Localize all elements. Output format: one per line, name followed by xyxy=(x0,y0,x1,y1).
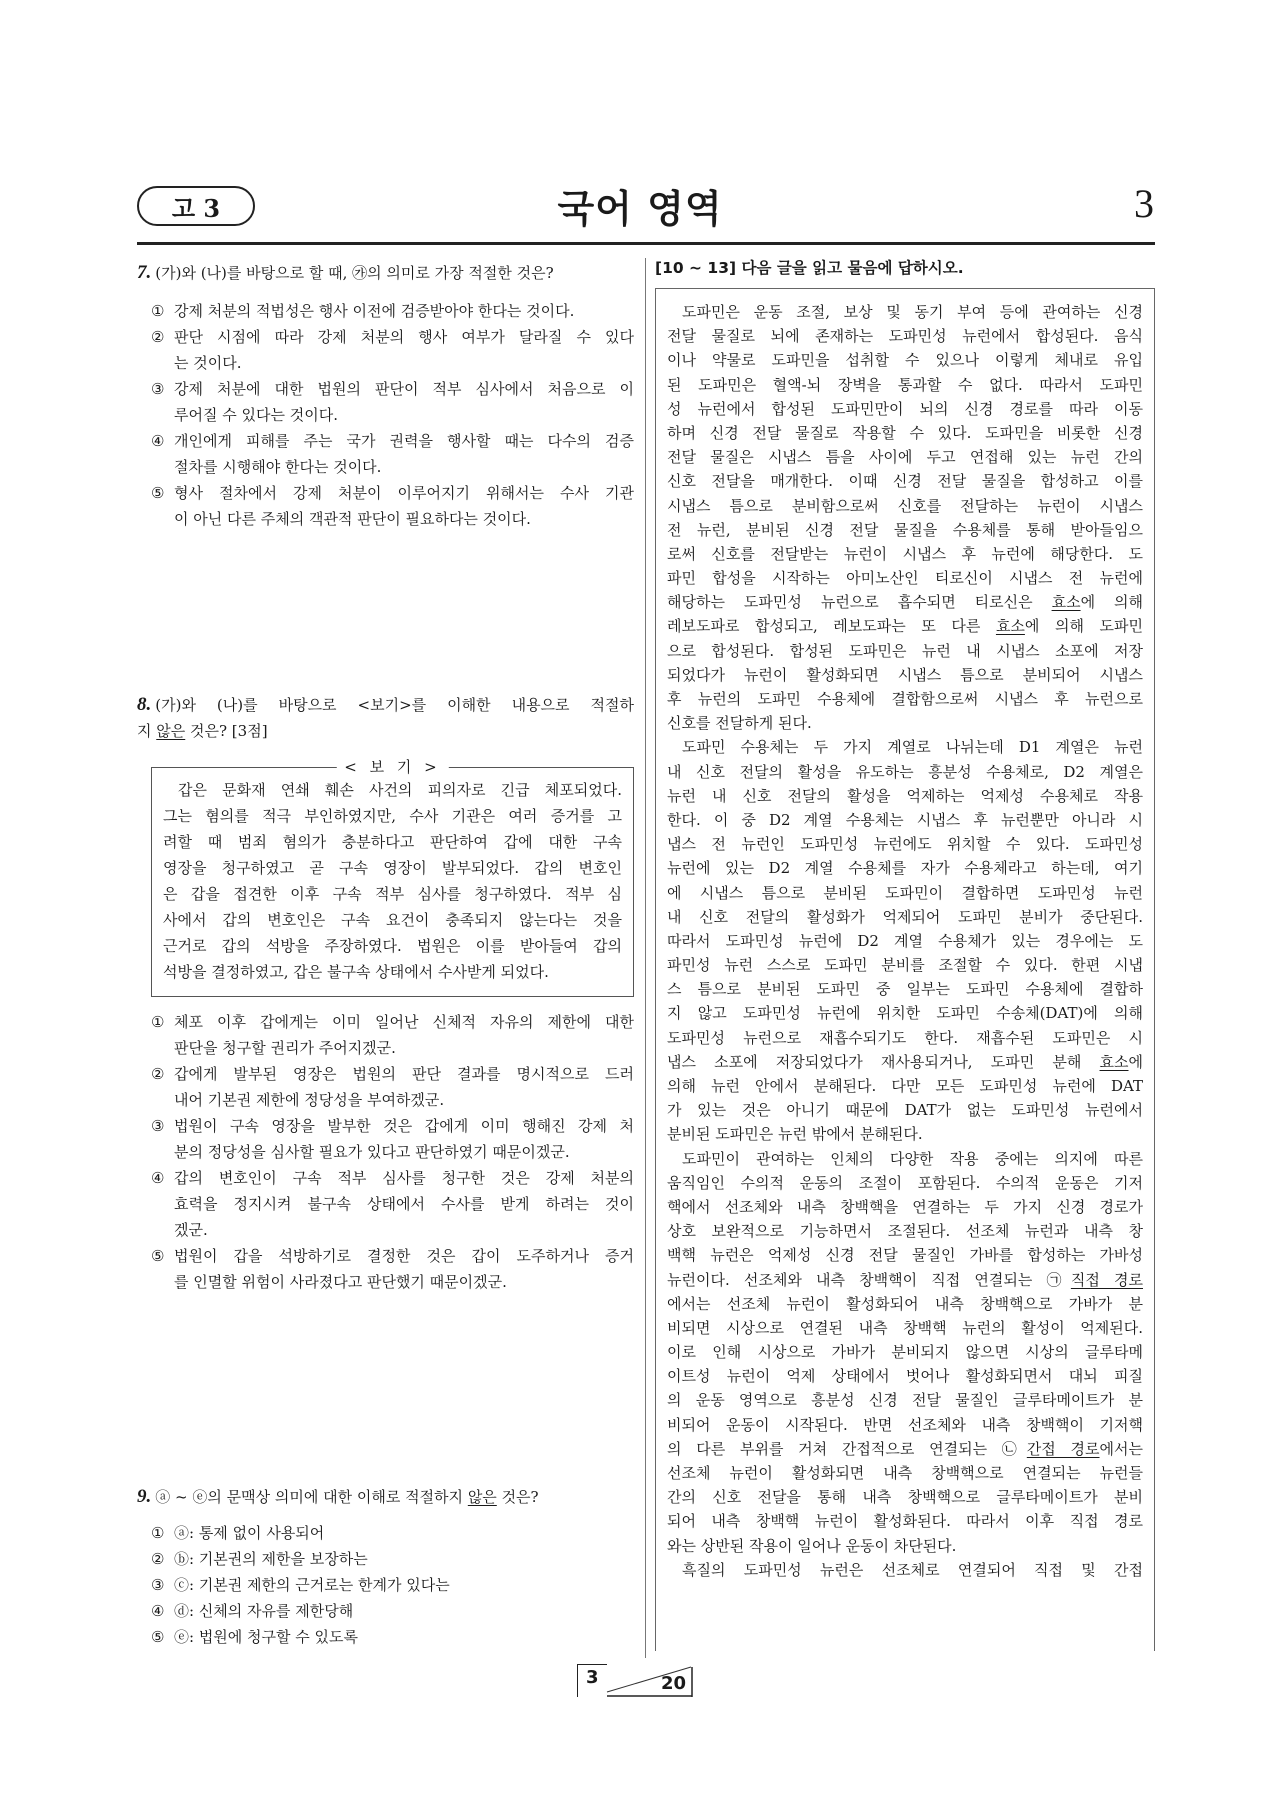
grade-badge: 고 3 xyxy=(137,186,255,226)
text-line: 근거로 갑의 석방을 주장하였다. 법원은 이를 받아들여 갑의 xyxy=(163,937,622,955)
text-line: 전달 물질은 시냅스 틈을 사이에 두고 연접해 있는 뉴런 간의 xyxy=(667,448,1143,467)
text-segment: 의 다른 부위를 거쳐 간접적으로 연결되는 ㉡ xyxy=(667,1439,1027,1458)
current-page: 3 xyxy=(586,1667,599,1688)
option-text-line: 분의 정당성을 심사할 필요가 있다고 판단하였기 때문이겠군. xyxy=(174,1143,570,1161)
text-line: 파민 합성을 시작하는 아미노산인 티로신이 시냅스 전 뉴런에 xyxy=(667,569,1143,588)
option-text-line: 는 것이다. xyxy=(174,354,242,372)
option-text-line: 이 아닌 다른 주체의 객관적 판단이 필요하다는 것이다. xyxy=(174,510,531,528)
option-text-line: 법원이 구속 영장을 발부한 것은 갑에게 이미 행해진 강제 처 xyxy=(174,1117,634,1135)
text-line xyxy=(667,590,1143,614)
text-line: 석방을 결정하였고, 갑은 불구속 상태에서 수사받게 되었다. xyxy=(163,963,549,981)
option-text-line: ⓔ: 법원에 청구할 수 있도록 xyxy=(174,1628,359,1646)
option-marker: ④ xyxy=(151,432,165,450)
text-line: 된 도파민은 혈액-뇌 장벽을 통과할 수 없다. 따라서 도파민 xyxy=(667,375,1143,394)
text-line: 냅스 전 뉴런인 도파민성 뉴런에도 위치할 수 있다. 도파민성 xyxy=(667,835,1143,854)
text-line: 이로 인해 시상으로 가바가 분비되지 않으면 시상의 글루타메 xyxy=(667,1343,1143,1362)
option-marker: ① xyxy=(151,1524,165,1542)
option-text-line: ⓑ: 기본권의 제한을 보장하는 xyxy=(174,1550,368,1568)
option-marker: ⑤ xyxy=(151,484,165,502)
text-line: 분비된 도파민은 뉴런 밖에서 분해된다. xyxy=(667,1125,923,1144)
text-line: 의 운동 영역으로 흥분성 신경 전달 물질인 글루타메이트가 분 xyxy=(667,1391,1143,1410)
text-line: 비되면 시상으로 연결된 내측 창백핵 뉴런의 활성이 억제된다. xyxy=(667,1318,1143,1337)
option-text-line: 강제 처분의 적법성은 행사 이전에 검증받아야 한다는 것이다. xyxy=(174,302,575,320)
question-8-stem xyxy=(137,692,634,744)
answer-option-1[interactable] xyxy=(151,1520,634,1546)
question-stem-text: (가)와 (나)를 바탕으로 할 때, ㉮의 의미로 가장 적절한 것은? xyxy=(155,264,554,282)
page-title: 국어 영역 xyxy=(557,187,723,231)
answer-option-4[interactable] xyxy=(151,1598,634,1624)
text-line: 신호를 전달하게 된다. xyxy=(667,714,812,733)
text-segment: 에 의해 도파민 xyxy=(1024,617,1143,636)
question-9-options xyxy=(151,1520,634,1650)
answer-option-4[interactable] xyxy=(151,1165,634,1243)
text-line xyxy=(137,1484,634,1510)
answer-option-2[interactable] xyxy=(151,1546,634,1572)
passage-heading: [10 ~ 13] 다음 글을 읽고 물음에 답하시오. xyxy=(655,259,964,277)
answer-option-1[interactable] xyxy=(151,1009,634,1061)
option-text-line: 효력을 정지시켜 불구속 상태에서 수사를 받게 하려는 것이 xyxy=(174,1195,634,1213)
text-line: 에서는 선조체 뉴런이 활성화되어 내측 창백핵으로 가바가 분 xyxy=(667,1294,1143,1313)
example-box-text xyxy=(163,777,622,985)
option-text-line: ⓓ: 신체의 자유를 제한당해 xyxy=(174,1602,354,1620)
underlined-text: 효소 xyxy=(1099,1052,1129,1071)
text-line: 전달 물질로 뇌에 존재하는 도파민성 뉴런에서 합성된다. 음식 xyxy=(667,327,1143,346)
text-line: 되어 내측 창백핵 뉴런이 활성화된다. 따라서 이후 직접 경로 xyxy=(667,1512,1143,1531)
question-9-stem xyxy=(137,1484,634,1510)
page-indicator xyxy=(577,1664,693,1697)
option-text-line: 갑에게 발부된 영장은 법원의 판단 결과를 명시적으로 드러 xyxy=(174,1065,634,1083)
text-line: 한다. 이 중 D2 계열 수용체는 시냅스 후 뉴런뿐만 아니라 시 xyxy=(667,810,1143,829)
option-marker: ④ xyxy=(151,1602,165,1620)
text-line: 사에서 갑의 변호인은 구속 요건이 충족되지 않는다는 것을 xyxy=(163,911,622,929)
option-text-line: 형사 절차에서 강제 처분이 이루어지기 위해서는 수사 기관 xyxy=(174,484,634,502)
text-line: 려할 때 범죄 혐의가 충분하다고 판단하여 갑에 대한 구속 xyxy=(163,833,622,851)
text-segment: ⓐ ~ ⓔ의 문맥상 의미에 대한 이해로 적절하지 xyxy=(155,1488,468,1506)
text-line: 비되어 운동이 시작된다. 반면 선조체와 내측 창백핵이 기저핵 xyxy=(667,1415,1143,1434)
text-line: 가 있는 것은 아니기 때문에 DAT가 없는 도파민성 뉴런에서 xyxy=(667,1101,1143,1120)
passage-text xyxy=(667,300,1143,1582)
answer-option-3[interactable] xyxy=(151,376,634,428)
text-line xyxy=(137,718,634,744)
text-line: 전 뉴런, 분비된 신경 전달 물질을 수용체를 통해 받아들임으 xyxy=(667,520,1143,539)
text-segment: 에서는 xyxy=(1099,1439,1143,1458)
option-text-line: 법원이 갑을 석방하기로 결정한 것은 갑이 도주하거나 증거 xyxy=(174,1247,634,1265)
option-marker: ① xyxy=(151,1013,165,1031)
text-segment: 에 의해 xyxy=(1080,593,1143,612)
underlined-text: 효소 xyxy=(1051,593,1081,612)
text-segment: 해당하는 도파민성 뉴런으로 흡수되면 티로신은 xyxy=(667,593,1052,612)
text-line: 내 신호 전달의 활성화가 억제되어 도파민 분비가 중단된다. xyxy=(667,907,1143,926)
option-text-line: 루어질 수 있다는 것이다. xyxy=(174,406,338,424)
text-line: 도파민 수용체는 두 가지 계열로 나뉘는데 D1 계열은 뉴런 xyxy=(682,738,1143,757)
text-line: 으로 합성된다. 합성된 도파민은 뉴런 내 시냅스 소포에 저장 xyxy=(667,641,1143,660)
option-marker: ⑤ xyxy=(151,1247,165,1265)
answer-option-2[interactable] xyxy=(151,1061,634,1113)
option-marker: ③ xyxy=(151,380,165,398)
option-text-line: 절차를 시행해야 한다는 것이다. xyxy=(174,458,382,476)
text-line: 이트성 뉴런이 억제 상태에서 벗어나 활성화되면서 대뇌 피질 xyxy=(667,1367,1143,1386)
answer-option-5[interactable] xyxy=(151,1624,634,1650)
text-line: 성 뉴런에서 합성된 도파민만이 뇌의 신경 경로를 따라 이동 xyxy=(667,399,1143,418)
option-text-line: 겠군. xyxy=(174,1221,208,1239)
text-line xyxy=(667,1437,1143,1461)
option-marker: ③ xyxy=(151,1576,165,1594)
text-segment: 레보도파로 합성되고, 레보도파는 또 다른 xyxy=(667,617,996,636)
option-text-line: 판단 시점에 따라 강제 처분의 행사 여부가 달라질 수 있다 xyxy=(174,328,634,346)
underlined-text: 직접 경로 xyxy=(1070,1270,1143,1289)
text-line: 영장을 청구하였고 곧 구속 영장이 발부되었다. 갑의 변호인 xyxy=(163,859,622,877)
example-box xyxy=(151,758,634,997)
question-number: 7. xyxy=(137,262,152,283)
question-number: 9. xyxy=(137,1486,152,1507)
text-line: 도파민성 뉴런으로 재흡수되기도 한다. 재흡수된 도파민은 시 xyxy=(667,1028,1143,1047)
underlined-text: 효소 xyxy=(995,617,1025,636)
answer-option-5[interactable] xyxy=(151,480,634,532)
text-line xyxy=(667,1268,1143,1292)
answer-option-3[interactable] xyxy=(151,1572,634,1598)
option-text-line: 강제 처분에 대한 법원의 판단이 적부 심사에서 처음으로 이 xyxy=(174,380,634,398)
text-line: 와는 상반된 작용이 일어나 운동이 차단된다. xyxy=(667,1536,957,1555)
option-marker: ② xyxy=(151,1550,165,1568)
header-rule xyxy=(137,242,1155,245)
page-number: 3 xyxy=(1134,181,1154,226)
passage-box xyxy=(655,288,1155,1651)
text-line: 뉴런에 있는 D2 계열 수용체를 자가 수용체라고 하는데, 여기 xyxy=(667,859,1143,878)
question-8-options xyxy=(151,1009,634,1295)
text-line: 지 않고 도파민성 뉴런에 위치한 도파민 수송체(DAT)에 의해 xyxy=(667,1004,1143,1023)
text-line xyxy=(667,1050,1143,1074)
text-line: 간의 신호 전달을 통해 내측 창백핵으로 글루타메이트가 분비 xyxy=(667,1488,1143,1507)
text-line: 내 신호 전달의 활성을 유도하는 흥분성 수용체로, D2 계열은 xyxy=(667,762,1143,781)
option-marker: ④ xyxy=(151,1169,165,1187)
text-line: 스 틈으로 분비된 도파민 중 일부는 도파민 수용체에 결합하 xyxy=(667,980,1143,999)
text-segment: 것은? [3점] xyxy=(185,722,268,740)
text-line: 신호 전달을 매개한다. 이때 신경 전달 물질을 합성하고 이를 xyxy=(667,472,1143,491)
text-line: 되었다가 뉴런이 활성화되면 시냅스 틈으로 분비되어 시냅스 xyxy=(667,665,1143,684)
passage-paragraph xyxy=(667,1147,1143,1558)
text-line: 선조체 뉴런이 활성화되면 내측 창백핵으로 연결되는 뉴런들 xyxy=(667,1464,1143,1482)
text-line: 갑은 문화재 연쇄 훼손 사건의 피의자로 긴급 체포되었다. xyxy=(178,781,622,799)
text-segment: 에 xyxy=(1128,1052,1143,1071)
text-line: 상호 보완적으로 기능하면서 조절된다. 선조체 뉴런과 내측 창 xyxy=(667,1222,1143,1241)
text-line: 따라서 도파민성 뉴런에 D2 계열 수용체가 있는 경우에는 도 xyxy=(667,931,1143,950)
option-marker: ⑤ xyxy=(151,1628,165,1646)
answer-option-2[interactable] xyxy=(151,324,634,376)
option-text-line: 를 인멸할 위험이 사라졌다고 판단했기 때문이겠군. xyxy=(174,1273,507,1291)
text-line: 그는 혐의를 적극 부인하였지만, 수사 기관은 여러 증거를 고 xyxy=(163,807,622,825)
text-line xyxy=(137,260,634,286)
text-line: 이나 약물로 도파민을 섭취할 수 있으나 이렇게 체내로 유입 xyxy=(667,351,1143,370)
text-line: 핵에서 선조체와 내측 창백핵을 연결하는 두 가지 신경 경로가 xyxy=(667,1197,1143,1216)
option-text-line: 갑의 변호인이 구속 적부 심사를 청구한 것은 강제 처분의 xyxy=(174,1169,634,1187)
text-line: 백핵 뉴런은 억제성 신경 전달 물질인 가바를 합성하는 가바성 xyxy=(667,1246,1143,1265)
underlined-text: 간접 경로 xyxy=(1026,1439,1100,1458)
example-box-label: < 보 기 > xyxy=(336,757,448,777)
option-text-line: 내어 기본권 제한에 정당성을 부여하겠군. xyxy=(174,1091,445,1109)
answer-option-3[interactable] xyxy=(151,1113,634,1165)
underlined-text: 않은 xyxy=(467,1488,497,1506)
option-text-line: 판단을 청구할 권리가 주어지겠군. xyxy=(174,1039,396,1057)
text-line xyxy=(137,692,634,718)
option-text-line: ⓐ: 통제 없이 사용되어 xyxy=(174,1524,325,1542)
text-line: 파민성 뉴런 스스로 도파민 분비를 조절할 수 있다. 한편 시냅 xyxy=(667,956,1143,975)
option-marker: ② xyxy=(151,1065,165,1083)
total-pages: 20 xyxy=(661,1673,687,1694)
answer-option-5[interactable] xyxy=(151,1243,634,1295)
question-number: 8. xyxy=(137,694,152,715)
text-line: 은 갑을 접견한 이후 구속 적부 심사를 청구하였다. 적부 심 xyxy=(163,885,622,903)
text-line: 도파민이 관여하는 인체의 다양한 작용 중에는 의지에 따른 xyxy=(682,1149,1143,1168)
text-line: 도파민은 운동 조절, 보상 및 동기 부여 등에 관여하는 신경 xyxy=(682,303,1143,321)
text-line: 움직임인 수의적 운동의 조절이 포함된다. 수의적 운동은 기저 xyxy=(667,1173,1143,1192)
column-divider xyxy=(645,258,646,1658)
option-marker: ③ xyxy=(151,1117,165,1135)
text-line: 시냅스 틈으로 분비함으로써 신호를 전달하는 뉴런이 시냅스 xyxy=(667,496,1143,515)
question-7-stem xyxy=(137,260,634,286)
text-line: 로써 신호를 전달받는 뉴런이 시냅스 후 뉴런에 해당한다. 도 xyxy=(667,544,1143,563)
option-text-line: 체포 이후 갑에게는 이미 일어난 신체적 자유의 제한에 대한 xyxy=(174,1013,634,1031)
text-line: 의해 뉴런 안에서 분해된다. 다만 모든 도파민성 뉴런에 DAT xyxy=(667,1077,1143,1095)
text-line: 에 시냅스 틈으로 분비된 도파민이 결합하면 도파민성 뉴런 xyxy=(667,883,1143,902)
text-line: 흑질의 도파민성 뉴런은 선조체로 연결되어 직접 및 간접 xyxy=(682,1560,1143,1579)
passage-paragraph xyxy=(667,300,1143,735)
passage-paragraph xyxy=(667,735,1143,1146)
text-segment: 지 xyxy=(137,722,157,740)
text-line: 후 뉴런의 도파민 수용체에 결합함으로써 시냅스 후 뉴런으로 xyxy=(667,690,1143,708)
passage-paragraph xyxy=(667,1558,1143,1582)
underlined-text: 않은 xyxy=(156,722,186,740)
answer-option-1[interactable] xyxy=(151,298,634,324)
option-marker: ① xyxy=(151,302,165,320)
text-segment: 뉴런이다. 선조체와 내측 창백핵이 직접 연결되는 ㉠ xyxy=(667,1270,1071,1289)
option-text-line: ⓒ: 기본권 제한의 근거로는 한계가 있다는 xyxy=(174,1576,450,1594)
question-7-options xyxy=(151,298,634,532)
question-stem-text: (가)와 (나)를 바탕으로 <보기>를 이해한 내용으로 적절하 xyxy=(155,696,634,714)
text-line xyxy=(667,614,1143,638)
text-segment: 것은? xyxy=(496,1488,539,1506)
option-text-line: 개인에게 피해를 주는 국가 권력을 행사할 때는 다수의 검증 xyxy=(174,432,634,450)
text-line: 하며 신경 전달 물질로 작용할 수 있다. 도파민을 비롯한 신경 xyxy=(667,423,1143,442)
text-segment: 냅스 소포에 저장되었다가 재사용되거나, 도파민 분해 xyxy=(667,1052,1100,1071)
answer-option-4[interactable] xyxy=(151,428,634,480)
text-line: 뉴런 내 신호 전달의 활성을 억제하는 억제성 수용체로 작용 xyxy=(667,786,1143,805)
option-marker: ② xyxy=(151,328,165,346)
